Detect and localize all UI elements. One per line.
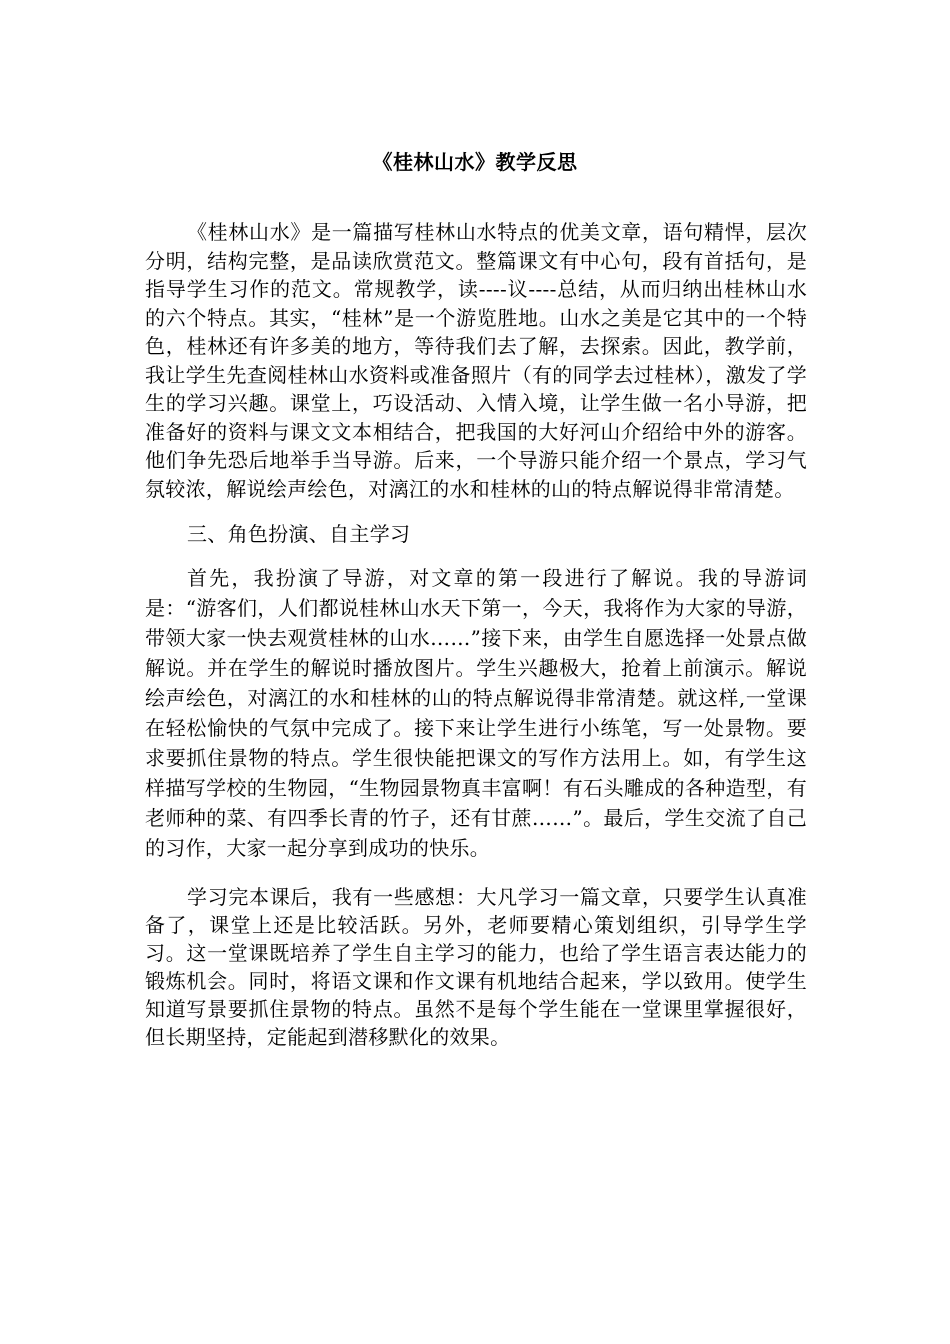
- section-heading: 三、角色扮演、自主学习: [187, 522, 411, 546]
- paragraph-reflection: 学习完本课后，我有一些感想：大凡学习一篇文章，只要学生认真准备了，课堂上还是比较活跃。另外，老师要精心策划组织，引导学生学习。这一堂课既培养了学生自主学习的能力，也给了学生语言表达能力的锻炼机会。同时，将语文课和作文课有机地结合起来，学以致用。使学生知道写景要抓住景物的特点。虽然不是每个学生能在一堂课里掌握很好，但长期坚持，定能起到潜移默化的效果。: [145, 885, 807, 1049]
- paragraph-role-play: 首先，我扮演了导游，对文章的第一段进行了解说。我的导游词是：“游客们，人们都说桂林山水天下第一，今天，我将作为大家的导游，带领大家一快去观赏桂林的山水……”接下来，由学生自愿选择一处景点做解说。并在学生的解说时播放图片。学生兴趣极大，抢着上前演示。解说绘声绘色，对漓江的水和桂林的山的特点解说得非常清楚。就这样,一堂课在轻松愉快的气氛中完成了。接下来让学生进行小练笔，写一处景物。要求要抓住景物的特点。学生很快能把课文的写作方法用上。如，有学生这样描写学校的生物园，“生物园景物真丰富啊！有石头雕成的各种造型，有老师种的菜、有四季长青的竹子，还有甘蔗……”。最后，学生交流了自己的习作，大家一起分享到成功的快乐。: [145, 566, 807, 860]
- document-title: 《桂林山水》教学反思: [372, 150, 578, 174]
- document-body: [145, 218, 807, 1051]
- paragraph-intro: 《桂林山水》是一篇描写桂林山水特点的优美文章，语句精悍，层次分明，结构完整，是品读欣赏范文。整篇课文有中心句，段有首括句，是指导学生习作的范文。常规教学，读----议----总结，从而归纳出桂林山水的六个特点。其实，“桂林”是一个游览胜地。山水之美是它其中的一个特色，桂林还有许多美的地方，等待我们去了解，去探索。因此，教学前，我让学生先查阅桂林山水资料或准备照片（有的同学去过桂林），激发了学生的学习兴趣。课堂上，巧设活动、入情入境，让学生做一名小导游，把准备好的资料与课文文本相结合，把我国的大好河山介绍给中外的游客。他们争先恐后地举手当导游。后来，一个导游只能介绍一个景点，学习气氛较浓，解说绘声绘色，对漓江的水和桂林的山的特点解说得非常清楚。: [145, 220, 807, 501]
